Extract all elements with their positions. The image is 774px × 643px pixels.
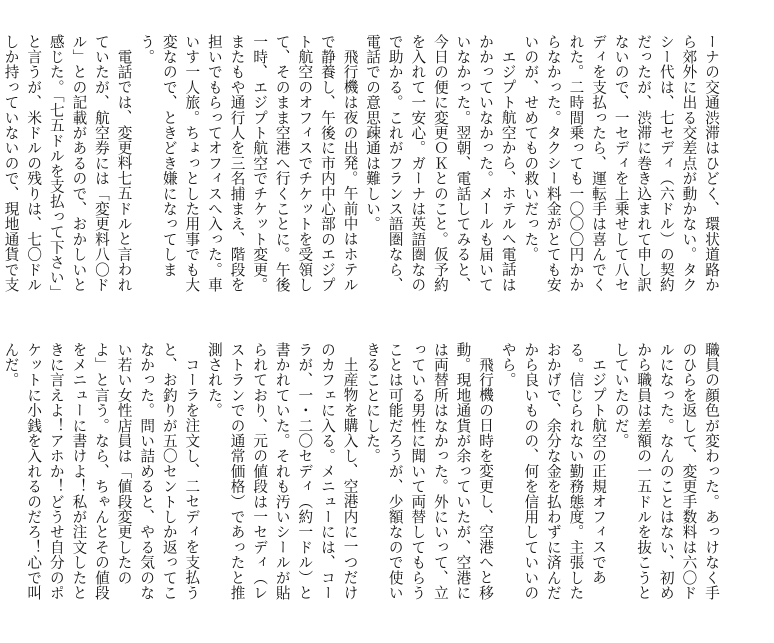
paragraph: ーナの交通渋滞はひどく、環状道路から郊外に出る交差点が動かない。タクシー代は、七セディ（六ドル）の契約だったが、渋滞に巻き込まれて申し訳ないので、一セディを上乗せして八セディを支払ったら、運転手は喜んでくれた。二時間乗っても一〇〇〇円かからなかった。タクシー料金がとても安いのが、せめてもの救いだった。 xyxy=(522,34,720,293)
paragraph: エジプト航空の正規オフィスである。信じられない勤務態度。主張したおかげで、余分な金を払わずに済んだから良いものの、何を信用していいのやら。 xyxy=(499,342,608,601)
paragraph: エジプト航空から、ホテルへ電話はかかっていなかった。メールも届いていなかった。翌朝、電話してみると、今日の便に変更ＯＫとのこと。仮予約を入れて一安心。ガーナは英語圏なので助かる。これがフランス語圏なら、電話での意思疎通は難しい。 xyxy=(364,34,517,293)
paragraph: コーラを注文し、二セディを支払うと、お釣りが五〇セントしか返ってこなかった。問い詰めると、やる気のない若い女性店員は「値段変更したのよ」と言う。なら、ちゃんとその値段をメニューに書けよ！私が注文したときに言えよ！アホか！どうせ自分のポケットに小銭を入れるのだろ！心で叫んだ。 xyxy=(2,342,201,601)
paragraph: 土産物を購入し、空港内に一つだけのカフェに入る。メニューには、コーラが、一・二〇セディ（約一ドル）と書かれていた。それも汚いシールが貼られており、元の値段は一セディ（レストランでの通常価格）であったと推測された。 xyxy=(205,342,359,601)
lower-text-block xyxy=(2,342,722,608)
paragraph: 職員の顔色が変わった。あっけなく手のひらを返して、変更手数料は六〇ドルになった。なんのことはない、初めから職員は差額の一五ドルを抜こうとしていたのだ。 xyxy=(612,342,720,601)
paragraph: 飛行機の日時を変更し、空港へと移動。現地通貨が余っていたが、空港には両替所はなかった。外にいって、立っている男性に聞いて両替してもらうことは可能だろうが、少額なので使いきることにした。 xyxy=(364,342,495,601)
paragraph: 飛行機は夜の出発。午前中はホテルで静養し、午後に市内中心部のエジプト航空のオフィスでチケットを受領して、そのまま空港へ行くことに。午後一時、エジプト航空でチケット変更。またもや通行人を三名捕まえ、階段を担いでもらってオフィスへ入った。車いす一人旅。ちょっとした用事でも大変なので、ときどき嫌になってしまう。 xyxy=(138,34,359,293)
paragraph: 電話では、変更料七五ドルと言われていたが、航空券には「変更料八〇ドル」との記載があるので、おかしいと感じた。「七五ドルを支払って下さい」と言うが、米ドルの残りは、七〇ドルしか持っていないので、現地通貨で支 xyxy=(2,34,133,293)
upper-text-block xyxy=(2,34,722,296)
